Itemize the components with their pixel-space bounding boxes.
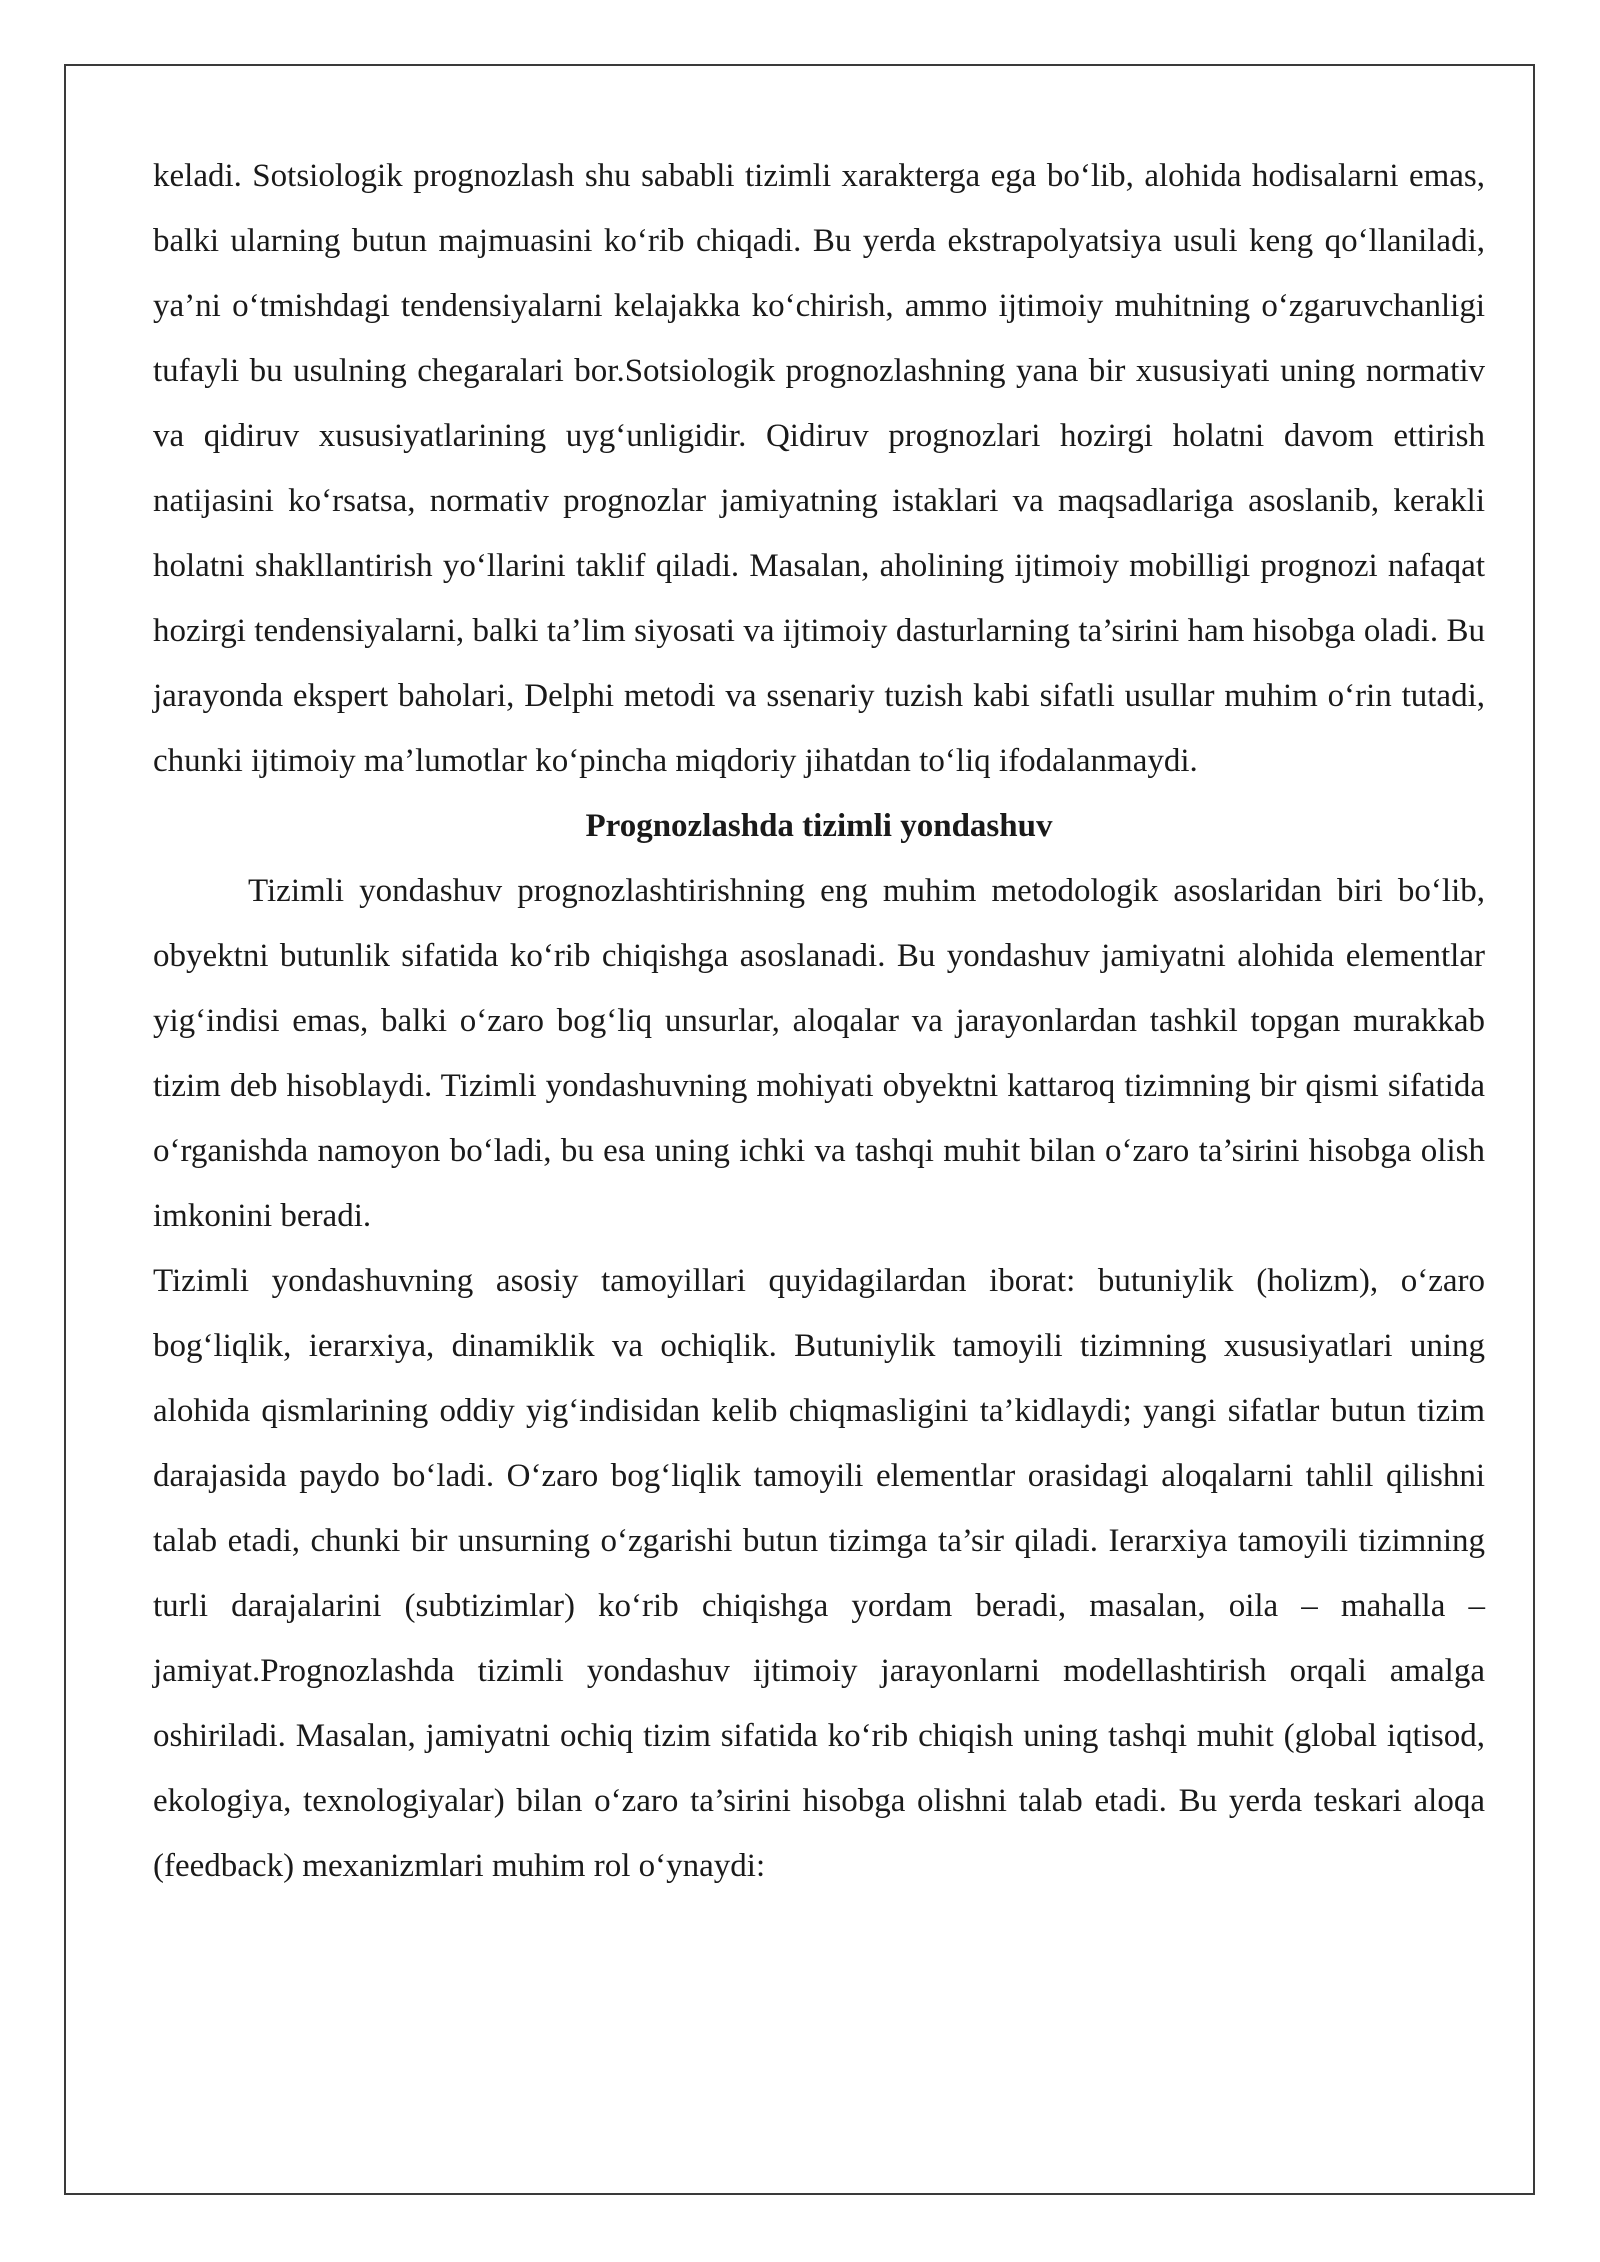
paragraph-continuation: keladi. Sotsiologik prognozlash shu sababli tizimli xarakterga ega bo‘lib, alohida hodisalarni emas, balki ularning butun majmuasini ko‘rib chiqadi. Bu yerda ekstrapolyatsiya usuli keng qo‘llaniladi, ya’ni o‘tmishdagi tendensiyalarni kelajakka ko‘chirish, ammo ijtimoiy muhitning o‘zgaruvchanligi tufayli bu usulning chegaralari bor.Sotsiologik prognozlashning yana bir xususiyati uning normativ va qidiruv xususiyatlarining uyg‘unligidir. Qidiruv prognozlari hozirgi holatni davom ettirish natijasini ko‘rsatsa, normativ prognozlar jamiyatning istaklari va maqsadlariga asoslanib, kerakli holatni shakllantirish yo‘llarini taklif qiladi. Masalan, aholining ijtimoiy mobilligi prognozi nafaqat hozirgi tendensiyalarni, balki ta’lim siyosati va ijtimoiy dasturlarning ta’sirini ham hisobga oladi. Bu jarayonda ekspert baholari, Delphi metodi va ssenariy tuzish kabi sifatli usullar muhim o‘rin tutadi, chunki ijtimoiy ma’lumotlar ko‘pincha miqdoriy jihatdan to‘liq ifodalanmaydi.: [153, 158, 1485, 779]
section-heading: Prognozlashda tizimli yondashuv: [585, 808, 1053, 844]
paragraph-systems-approach: Tizimli yondashuv prognozlashtirishning eng muhim metodologik asoslaridan biri bo‘lib, obyektni butunlik sifatida ko‘rib chiqishga asoslanadi. Bu yondashuv jamiyatni alohida elementlar yig‘indisi emas, balki o‘zaro bog‘liq unsurlar, aloqalar va jarayonlardan tashkil topgan murakkab tizim deb hisoblaydi. Tizimli yondashuvning mohiyati obyektni kattaroq tizimning bir qismi sifatida o‘rganishda namoyon bo‘ladi, bu esa uning ichki va tashqi muhit bilan o‘zaro ta’sirini hisobga olish imkonini beradi.: [153, 873, 1485, 1234]
paragraph-principles: Tizimli yondashuvning asosiy tamoyillari quyidagilardan iborat: butuniylik (holizm), o‘zaro bog‘liqlik, ierarxiya, dinamiklik va ochiqlik. Butuniylik tamoyili tizimning xususiyatlari uning alohida qismlarining oddiy yig‘indisidan kelib chiqmasligini ta’kidlaydi; yangi sifatlar butun tizim darajasida paydo bo‘ladi. O‘zaro bog‘liqlik tamoyili elementlar orasidagi aloqalarni tahlil qilishni talab etadi, chunki bir unsurning o‘zgarishi butun tizimga ta’sir qiladi. Ierarxiya tamoyili tizimning turli darajalarini (subtizimlar) ko‘rib chiqishga yordam beradi, masalan, oila – mahalla – jamiyat.Prognozlashda tizimli yondashuv ijtimoiy jarayonlarni modellashtirish orqali amalga oshiriladi. Masalan, jamiyatni ochiq tizim sifatida ko‘rib chiqish uning tashqi muhit (global iqtisod, ekologiya, texnologiyalar) bilan o‘zaro ta’sirini hisobga olishni talab etadi. Bu yerda teskari aloqa (feedback) mexanizmlari muhim rol o‘ynaydi:: [153, 1263, 1485, 1884]
document-body: [153, 144, 1485, 1899]
